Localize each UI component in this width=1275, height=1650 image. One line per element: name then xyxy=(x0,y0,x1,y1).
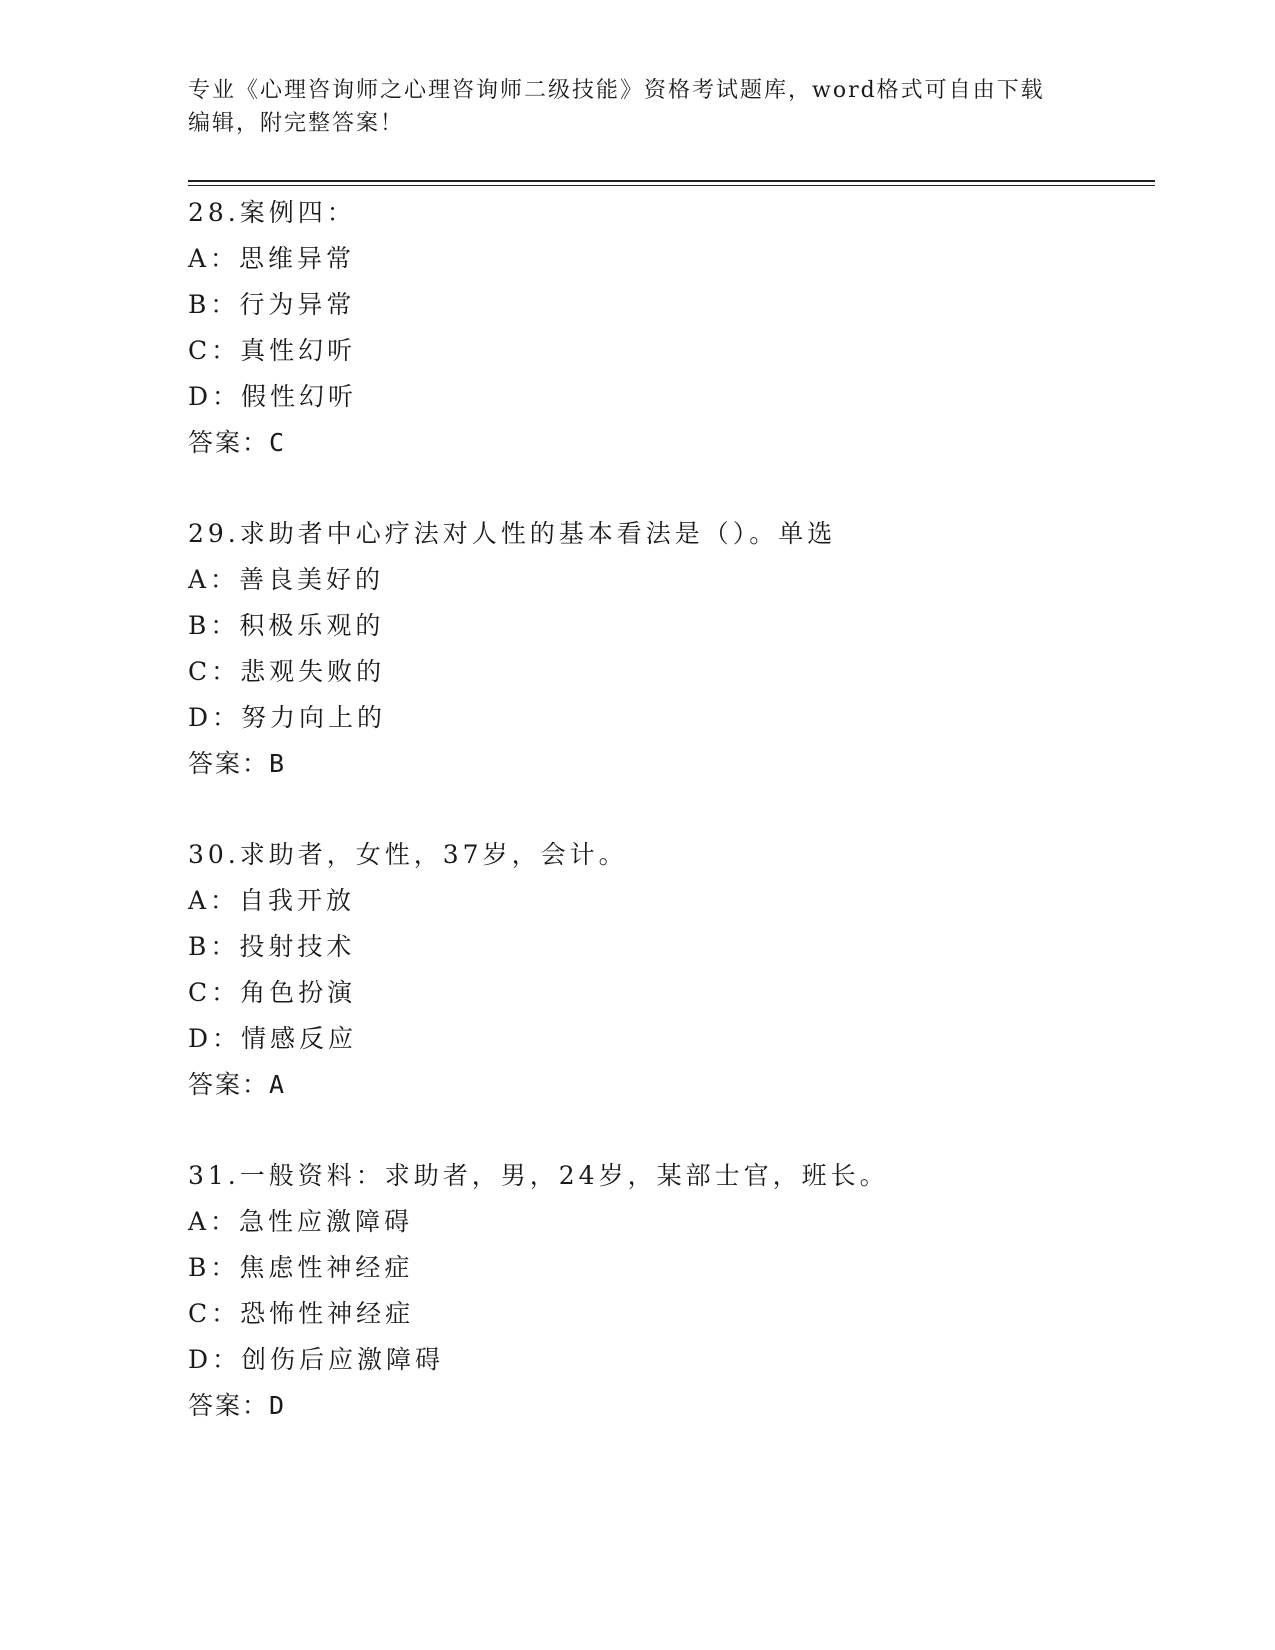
document-header xyxy=(188,74,1088,140)
option-a: A：善良美好的 xyxy=(188,565,385,594)
option-a: A：急性应激障碍 xyxy=(188,1207,414,1236)
question-stem: 28.案例四： xyxy=(188,198,356,227)
question-28 xyxy=(188,190,1155,466)
option-d: D：努力向上的 xyxy=(188,703,387,732)
header-divider xyxy=(188,180,1155,186)
answer: 答案：A xyxy=(188,1070,287,1099)
answer: 答案：C xyxy=(188,428,287,457)
answer: 答案：B xyxy=(188,749,287,778)
option-b: B：积极乐观的 xyxy=(188,611,385,640)
option-c: C：真性幻听 xyxy=(188,336,357,365)
answer: 答案：D xyxy=(188,1391,287,1420)
question-31 xyxy=(188,1153,1155,1429)
question-29 xyxy=(188,511,1155,787)
question-stem: 31.一般资料：求助者，男，24岁，某部士官，班长。 xyxy=(188,1161,889,1190)
option-a: A：思维异常 xyxy=(188,244,356,273)
question-stem: 29.求助者中心疗法对人性的基本看法是（）。单选 xyxy=(188,519,837,548)
header-line-2: 编辑，附完整答案！ xyxy=(188,111,405,136)
question-list xyxy=(188,190,1155,1429)
question-30 xyxy=(188,832,1155,1108)
option-b: B：行为异常 xyxy=(188,290,356,319)
option-d: D：假性幻听 xyxy=(188,382,358,411)
option-b: B：焦虑性神经症 xyxy=(188,1253,414,1282)
option-c: C：恐怖性神经症 xyxy=(188,1299,415,1328)
option-a: A：自我开放 xyxy=(188,886,356,915)
question-stem: 30.求助者，女性，37岁，会计。 xyxy=(188,840,628,869)
option-c: C：悲观失败的 xyxy=(188,657,386,686)
header-line-1: 专业《心理咨询师之心理咨询师二级技能》资格考试题库，word格式可自由下载 xyxy=(188,78,1045,103)
option-b: B：投射技术 xyxy=(188,932,356,961)
option-c: C：角色扮演 xyxy=(188,978,357,1007)
option-d: D：创伤后应激障碍 xyxy=(188,1345,445,1374)
option-d: D：情感反应 xyxy=(188,1024,358,1053)
